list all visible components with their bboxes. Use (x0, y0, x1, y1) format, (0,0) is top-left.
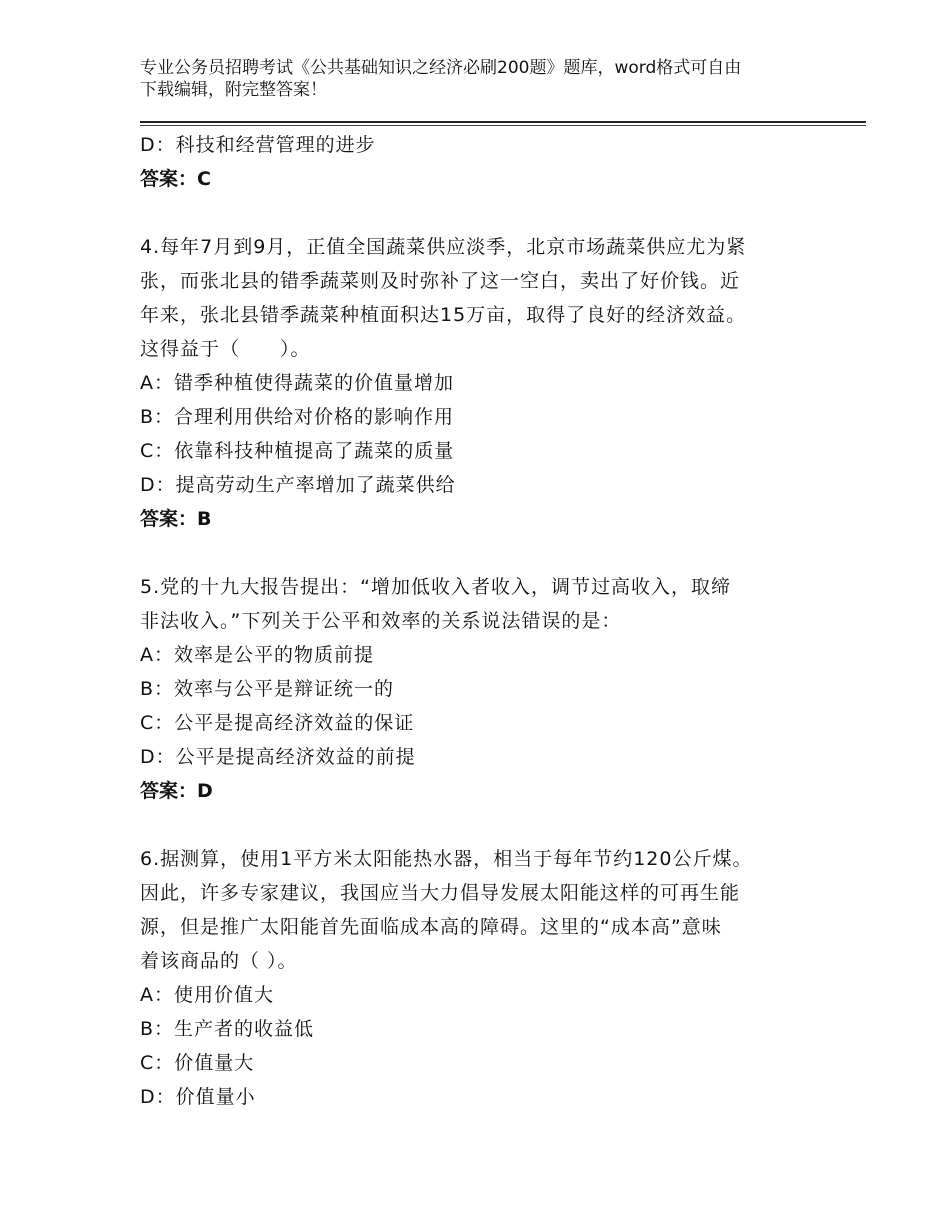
header-line-1: 专业公务员招聘考试《公共基础知识之经济必刷200题》题库，word格式可自由 (140, 58, 742, 78)
q3-option-d: D：科技和经营管理的进步 (140, 134, 376, 156)
q5-stem-line: 5.党的十九大报告提出：“增加低收入者收入，调节过高收入，取缔 (140, 576, 731, 598)
header-rule-thin (140, 125, 866, 126)
q5-answer: 答案：D (140, 780, 213, 802)
header-rule-thick (140, 121, 866, 123)
question-4 (140, 230, 830, 536)
q5-option-c: C：公平是提高经济效益的保证 (140, 712, 415, 734)
q5-option-b: B：效率与公平是辩证统一的 (140, 678, 395, 700)
q4-option-b: B：合理利用供给对价格的影响作用 (140, 406, 455, 428)
q4-option-d: D：提高劳动生产率增加了蔬菜供给 (140, 474, 456, 496)
q6-stem-line: 6.据测算，使用1平方米太阳能热水器，相当于每年节约120公斤煤。 (140, 848, 753, 870)
q5-option-a: A：效率是公平的物质前提 (140, 644, 374, 666)
spacer (140, 536, 830, 570)
q4-stem-line: 年来，张北县错季蔬菜种植面积达15万亩，取得了良好的经济效益。 (140, 304, 747, 326)
question-content (140, 128, 830, 1114)
page-header (140, 57, 820, 101)
q4-answer: 答案：B (140, 508, 212, 530)
q6-stem-line: 着该商品的（ ）。 (140, 950, 298, 972)
q4-stem-line: 4.每年7月到9月，正值全国蔬菜供应淡季，北京市场蔬菜供应尤为紧 (140, 236, 747, 258)
q4-option-a: A：错季种植使得蔬菜的价值量增加 (140, 372, 454, 394)
q6-option-b: B：生产者的收益低 (140, 1018, 315, 1040)
q6-option-a: A：使用价值大 (140, 984, 274, 1006)
spacer (140, 808, 830, 842)
header-line-2: 下载编辑，附完整答案！ (140, 80, 327, 100)
q6-option-c: C：价值量大 (140, 1052, 255, 1074)
q4-option-c: C：依靠科技种植提高了蔬菜的质量 (140, 440, 455, 462)
q6-option-d: D：价值量小 (140, 1086, 256, 1108)
q3-answer: 答案：C (140, 168, 211, 190)
q6-stem-line: 源，但是推广太阳能首先面临成本高的障碍。这里的“成本高”意味 (140, 916, 722, 938)
q4-stem-line: 这得益于（ ）。 (140, 338, 311, 360)
question-6 (140, 842, 830, 1114)
q5-stem-line: 非法收入。”下列关于公平和效率的关系说法错误的是： (140, 610, 622, 632)
q4-stem-line: 张，而张北县的错季蔬菜则及时弥补了这一空白，卖出了好价钱。近 (140, 270, 741, 292)
question-5 (140, 570, 830, 808)
spacer (140, 196, 830, 230)
q6-stem-line: 因此，许多专家建议，我国应当大力倡导发展太阳能这样的可再生能 (140, 882, 741, 904)
q5-option-d: D：公平是提高经济效益的前提 (140, 746, 416, 768)
